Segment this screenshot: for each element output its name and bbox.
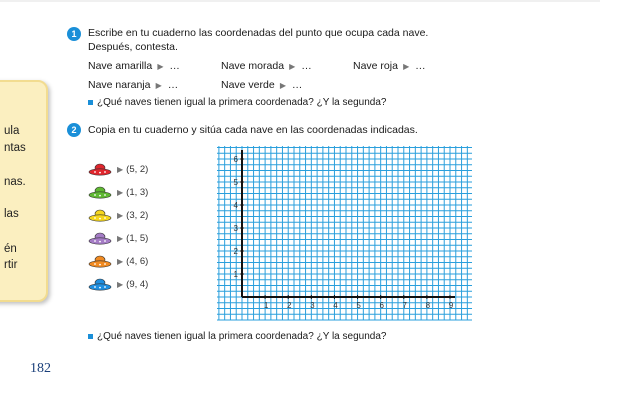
side-text-fragment: rtir (4, 259, 18, 271)
spaceship-icon (88, 278, 112, 292)
x-tick-label: 3 (310, 301, 315, 310)
arrow-icon: ▶ (117, 211, 124, 220)
exercise-1-number: 1 (67, 27, 81, 41)
coordinate-text: (1, 3) (126, 187, 149, 198)
ship-coordinate (117, 233, 148, 244)
question-text: ¿Qué naves tienen igual la primera coordenada? ¿Y la segunda? (97, 97, 387, 108)
y-tick-label: 2 (233, 247, 238, 256)
coordinate-text: (5, 2) (126, 164, 149, 175)
side-text-fragment: ntas (4, 142, 26, 154)
answer-blank: … (167, 79, 179, 91)
exercise-2-number: 2 (67, 123, 81, 137)
answer-blank: … (415, 60, 426, 72)
arrow-icon: ▶ (277, 81, 286, 90)
arrow-icon: ▶ (286, 62, 296, 71)
ship-name: Nave amarilla (88, 60, 153, 72)
spaceship-icon (88, 232, 112, 246)
ship-name: Nave morada (221, 60, 285, 72)
x-tick-label: 5 (356, 301, 361, 310)
y-tick-label: 1 (233, 270, 238, 279)
side-text-fragment: las (4, 208, 19, 220)
side-text-fragment: én (4, 243, 17, 255)
y-tick-label: 4 (233, 201, 238, 210)
side-note-box (0, 80, 48, 302)
ship-coordinate (117, 210, 148, 221)
exercise-2-instruction: Copia en tu cuaderno y sitúa cada nave en las coordenadas indicadas. (88, 124, 418, 136)
x-tick-label: 8 (425, 301, 431, 310)
x-tick-label: 7 (402, 301, 408, 310)
side-text-fragment: ula (4, 125, 20, 137)
exercise-1-instruction-cont: Después, contesta. (88, 41, 178, 53)
arrow-icon: ▶ (400, 62, 410, 71)
arrow-icon: ▶ (155, 62, 164, 71)
x-tick-label: 2 (286, 301, 292, 310)
ship-coordinate (117, 279, 148, 290)
ship-name: Nave verde (221, 79, 275, 91)
coordinate-text: (9, 4) (126, 279, 149, 290)
x-tick-label: 4 (333, 301, 338, 310)
page-number: 182 (30, 361, 51, 376)
y-tick-label: 6 (233, 155, 238, 164)
ship-blank-yellow (88, 60, 180, 72)
arrow-icon: ▶ (117, 257, 124, 266)
top-border (0, 0, 600, 2)
answer-blank: … (169, 60, 180, 72)
arrow-icon: ▶ (117, 280, 124, 289)
arrow-icon: ▶ (117, 234, 124, 243)
side-text-fragment: nas. (4, 176, 26, 188)
x-tick-label: 1 (263, 301, 269, 310)
spaceship-icon (88, 255, 112, 269)
coordinate-text: (3, 2) (126, 210, 149, 221)
arrow-icon: ▶ (117, 165, 124, 174)
ship-coordinate (117, 164, 148, 175)
y-tick-label: 3 (233, 224, 238, 233)
spaceship-icon (88, 186, 112, 200)
ship-blank-green (221, 79, 302, 91)
question-text: ¿Qué naves tienen igual la primera coordenada? ¿Y la segunda? (97, 331, 387, 342)
coordinate-text: (1, 5) (126, 233, 149, 244)
answer-blank: … (301, 60, 312, 72)
spaceship-icon (88, 163, 112, 177)
ship-coordinate (117, 256, 148, 267)
coordinate-text: (4, 6) (126, 256, 149, 267)
exercise-2-question (88, 331, 386, 342)
ship-blank-purple (221, 60, 312, 72)
exercise-1-instruction: Escribe en tu cuaderno las coordenadas del punto que ocupa cada nave. (88, 27, 429, 39)
arrow-icon: ▶ (117, 188, 124, 197)
ship-blank-red (353, 60, 426, 72)
bullet-icon (88, 100, 93, 105)
arrow-icon: ▶ (153, 81, 162, 90)
y-tick-label: 5 (233, 178, 238, 187)
ship-coordinate (117, 187, 148, 198)
bullet-icon (88, 334, 93, 339)
exercise-1-question (88, 97, 386, 108)
answer-blank: … (291, 79, 303, 91)
ship-name: Nave naranja (88, 79, 151, 91)
x-tick-label: 9 (448, 301, 454, 310)
x-tick-label: 6 (379, 301, 384, 310)
ship-blank-orange (88, 79, 178, 91)
spaceship-icon (88, 209, 112, 223)
ship-name: Nave roja (353, 60, 398, 72)
